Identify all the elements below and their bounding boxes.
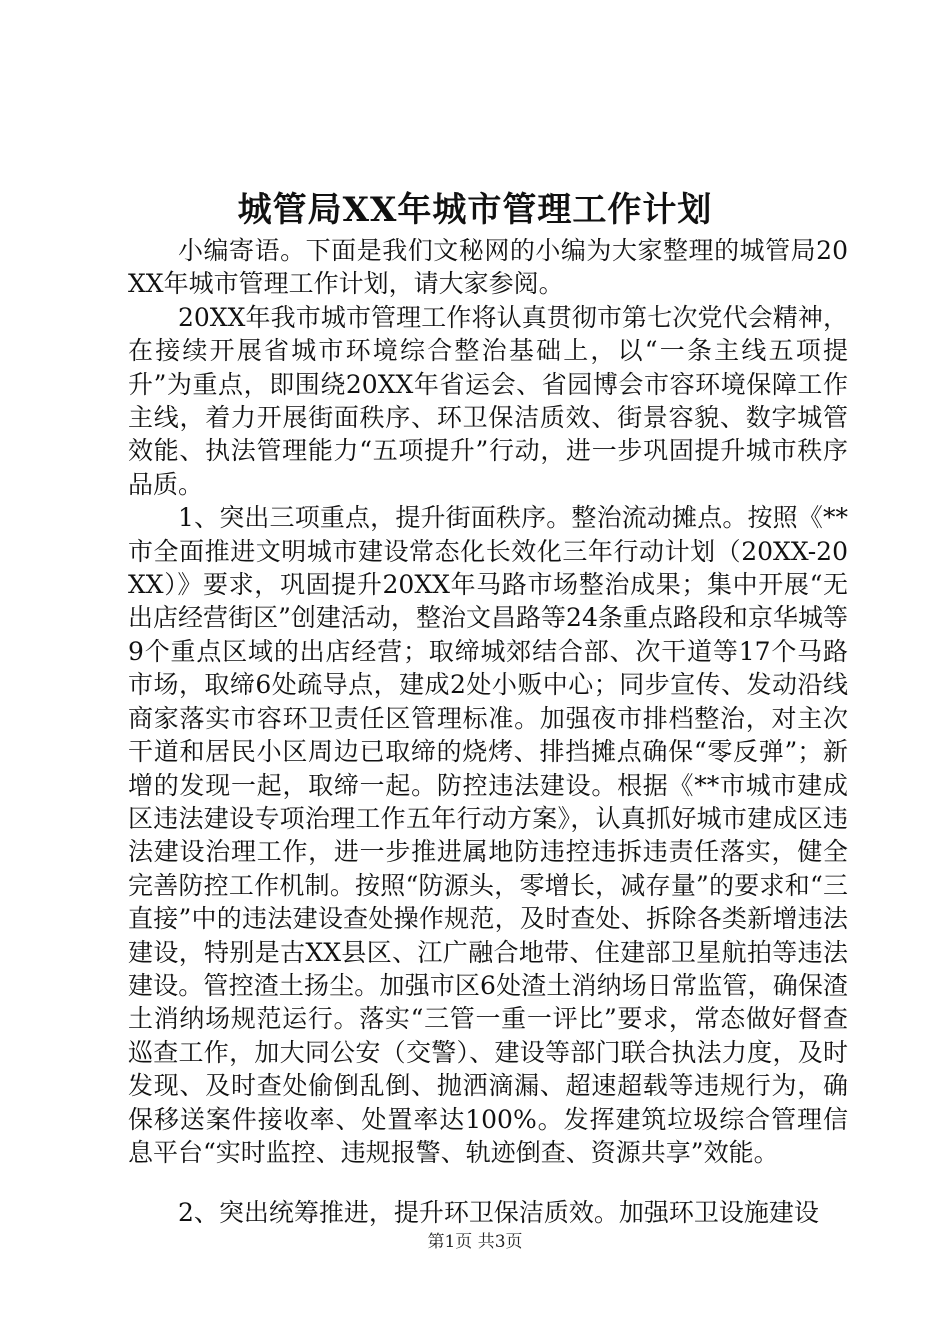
paragraph-section-2: 2、突出统筹推进，提升环卫保洁质效。加强环卫设施建设 <box>178 1198 819 1228</box>
paragraph-overview: 20XX年我市城市管理工作将认真贯彻市第七次党代会精神，在接续开展省城市环境综合整治基础上，以“一条主线五项提升”为重点，即围绕20XX年省运会、省园博会市容环境保障工作主线，着力开展街面秩序、环卫保洁质效、街景容貌、数字城管效能、执法管理能力“五项提升”行动，进一步巩固提升城市秩序品质。 <box>128 302 848 499</box>
document-title: 城管局XX年城市管理工作计划 <box>237 190 713 230</box>
paragraph-section-1: 1、突出三项重点，提升街面秩序。整治流动摊点。按照《**市全面推进文明城市建设常态化长效化三年行动计划（20XX-20XX）》要求，巩固提升20XX年马路市场整治成果；集中开展“无出店经营街区”创建活动，整治文昌路等24条重点路段和京华城等9个重点区域的出店经营；取缔城郊结合部、次干道等17个马路市场，取缔6处疏导点，建成2处小贩中心；同步宣传、发动沿线商家落实市容环卫责任区管理标准。加强夜市排档整治，对主次干道和居民小区周边已取缔的烧烤、排挡摊点确保“零反弹”；新增的发现一起，取缔一起。防控违法建设。根据《**市城市建成区违法建设专项治理工作五年行动方案》，认真抓好城市建成区违法建设治理工作，进一步推进属地防违控违拆违责任落实，健全完善防控工作机制。按照“防源头，零增长，减存量”的要求和“三直接”中的违法建设查处操作规范，及时查处、拆除各类新增违法建设，特别是古XX县区、江广融合地带、住建部卫星航拍等违法建设。管控渣土扬尘。加强市区6处渣土消纳场日常监管，确保渣土消纳场规范运行。落实“三管一重一评比”要求，常态做好督查巡查工作，加大同公安（交警）、建设等部门联合执法力度，及时发现、及时查处偷倒乱倒、抛洒滴漏、超速超载等违规行为，确保移送案件接收率、处置率达100%。发挥建筑垃圾综合管理信息平台“实时监控、违规报警、轨迹倒查、资源共享”效能。 <box>128 503 848 1167</box>
page-number-footer: 第1页 共3页 <box>427 1232 523 1252</box>
document-body <box>128 234 848 1230</box>
paragraph-intro: 小编寄语。下面是我们文秘网的小编为大家整理的城管局20XX年城市管理工作计划，请大家参阅。 <box>128 236 848 299</box>
